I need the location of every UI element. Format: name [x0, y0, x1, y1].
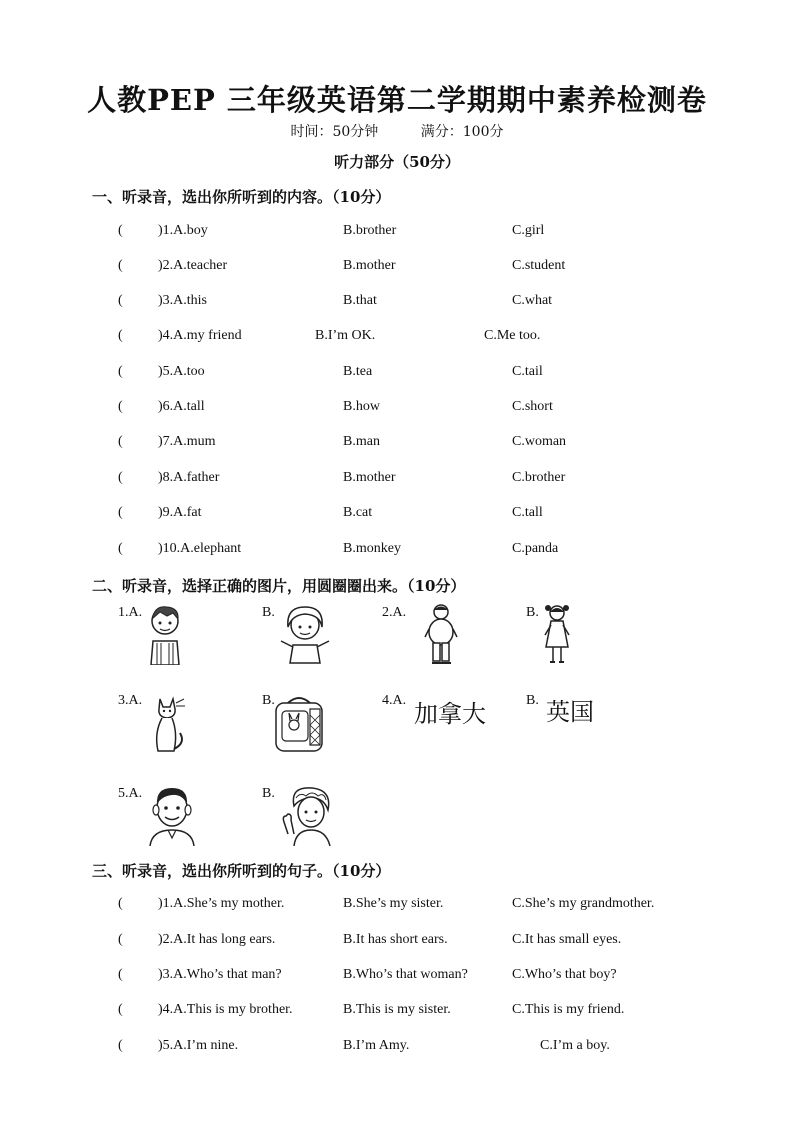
option-b: B.It has short ears. [343, 932, 448, 947]
option-b: B.mother [343, 258, 396, 273]
answer-blank[interactable]: ( [118, 932, 123, 947]
answer-blank[interactable]: ( [118, 1038, 123, 1053]
option-a: )6.A.tall [158, 399, 205, 414]
fat-boy-icon[interactable] [424, 603, 458, 665]
option-c: C.short [512, 399, 553, 414]
option-a: )3.A.Who’s that man? [158, 967, 282, 982]
option-c: C.woman [512, 434, 567, 449]
q1-a-label: 1.A. [118, 605, 143, 620]
s1-question-2 [0, 258, 794, 280]
listening-part-heading: 听力部分（50分） [334, 153, 460, 171]
option-a: )1.A.boy [158, 223, 208, 238]
answer-blank[interactable]: ( [118, 967, 123, 982]
page-title: 人教PEP 三年级英语第二学期期中素养检测卷 [87, 83, 707, 117]
answer-blank[interactable]: ( [118, 258, 123, 273]
exam-info [0, 121, 794, 141]
s1-question-1 [0, 223, 794, 245]
s1-question-7 [0, 434, 794, 456]
answer-blank[interactable]: ( [118, 434, 123, 449]
option-b: B.tea [343, 364, 373, 379]
option-c: C.Me too. [484, 328, 541, 343]
option-c: C.student [512, 258, 566, 273]
s1-question-3 [0, 293, 794, 315]
answer-blank[interactable]: ( [118, 223, 123, 238]
answer-blank[interactable]: ( [118, 505, 123, 520]
uk-text[interactable]: 英国 [546, 698, 594, 726]
option-a: )2.A.It has long ears. [158, 932, 276, 947]
s1-question-4 [0, 328, 794, 350]
s3-question-4 [0, 1002, 794, 1024]
q3-a-label: 3.A. [118, 693, 143, 708]
s1-question-5 [0, 364, 794, 386]
option-a: )9.A.fat [158, 505, 202, 520]
option-c: C.tall [512, 505, 543, 520]
option-b: B.She’s my sister. [343, 896, 444, 911]
option-a: )10.A.elephant [158, 541, 242, 556]
option-a: )5.A.I’m nine. [158, 1038, 239, 1053]
s1-question-6 [0, 399, 794, 421]
option-c: C.Who’s that boy? [512, 967, 617, 982]
option-b: B.that [343, 293, 377, 308]
full-score: 满分：100分 [420, 124, 504, 140]
option-c: C.She’s my grandmother. [512, 896, 655, 911]
grandmother-icon[interactable] [276, 784, 340, 846]
option-b: B.I’m OK. [315, 328, 376, 343]
option-b: B.Who’s that woman? [343, 967, 468, 982]
q4-a-label: 4.A. [382, 693, 407, 708]
man-icon[interactable] [146, 784, 198, 846]
s1-question-9 [0, 505, 794, 527]
q2-a-label: 2.A. [382, 605, 407, 620]
option-b: B.I’m Amy. [343, 1038, 410, 1053]
option-b: B.cat [343, 505, 373, 520]
option-b: B.man [343, 434, 380, 449]
answer-blank[interactable]: ( [118, 293, 123, 308]
girl-icon[interactable] [278, 603, 332, 665]
q5-a-label: 5.A. [118, 786, 143, 801]
s1-question-10 [0, 541, 794, 563]
option-c: C.girl [512, 223, 545, 238]
option-c: C.This is my friend. [512, 1002, 625, 1017]
option-a: )4.A.my friend [158, 328, 242, 343]
option-b: B.This is my sister. [343, 1002, 451, 1017]
option-c: C.I’m a boy. [540, 1038, 610, 1053]
option-a: )7.A.mum [158, 434, 216, 449]
q5-b-label: B. [262, 786, 275, 801]
cat-icon[interactable] [148, 693, 188, 757]
option-b: B.monkey [343, 541, 401, 556]
option-c: C.panda [512, 541, 559, 556]
girl-standing-icon[interactable] [542, 603, 572, 665]
section3-heading: 三、听录音，选出你所听到的句子。（10分） [92, 862, 391, 880]
schoolbag-icon[interactable] [270, 695, 328, 755]
option-b: B.brother [343, 223, 397, 238]
option-c: C.brother [512, 470, 566, 485]
answer-blank[interactable]: ( [118, 364, 123, 379]
s3-question-1 [0, 896, 794, 918]
answer-blank[interactable]: ( [118, 399, 123, 414]
option-c: C.tail [512, 364, 543, 379]
answer-blank[interactable]: ( [118, 470, 123, 485]
s3-question-2 [0, 932, 794, 954]
option-a: )3.A.this [158, 293, 207, 308]
q1-b-label: B. [262, 605, 275, 620]
option-a: )4.A.This is my brother. [158, 1002, 293, 1017]
time-limit: 时间：50分钟 [290, 124, 379, 140]
option-a: )2.A.teacher [158, 258, 228, 273]
option-a: )1.A.She’s my mother. [158, 896, 285, 911]
option-b: B.mother [343, 470, 396, 485]
option-c: C.what [512, 293, 553, 308]
q3-b-label: B. [262, 693, 275, 708]
answer-blank[interactable]: ( [118, 328, 123, 343]
canada-text[interactable]: 加拿大 [414, 700, 486, 728]
q4-b-label: B. [526, 693, 539, 708]
option-a: )8.A.father [158, 470, 220, 485]
q2-b-label: B. [526, 605, 539, 620]
section2-heading: 二、听录音，选择正确的图片，用圆圈圈出来。（10分） [92, 577, 466, 595]
s3-question-3 [0, 967, 794, 989]
answer-blank[interactable]: ( [118, 1002, 123, 1017]
option-c: C.It has small eyes. [512, 932, 622, 947]
boy-icon[interactable] [145, 603, 185, 665]
option-b: B.how [343, 399, 380, 414]
section1-heading: 一、听录音，选出你所听到的内容。（10分） [92, 188, 391, 206]
option-a: )5.A.too [158, 364, 205, 379]
answer-blank[interactable]: ( [118, 541, 123, 556]
s1-question-8 [0, 470, 794, 492]
answer-blank[interactable]: ( [118, 896, 123, 911]
s3-question-5 [0, 1038, 794, 1060]
